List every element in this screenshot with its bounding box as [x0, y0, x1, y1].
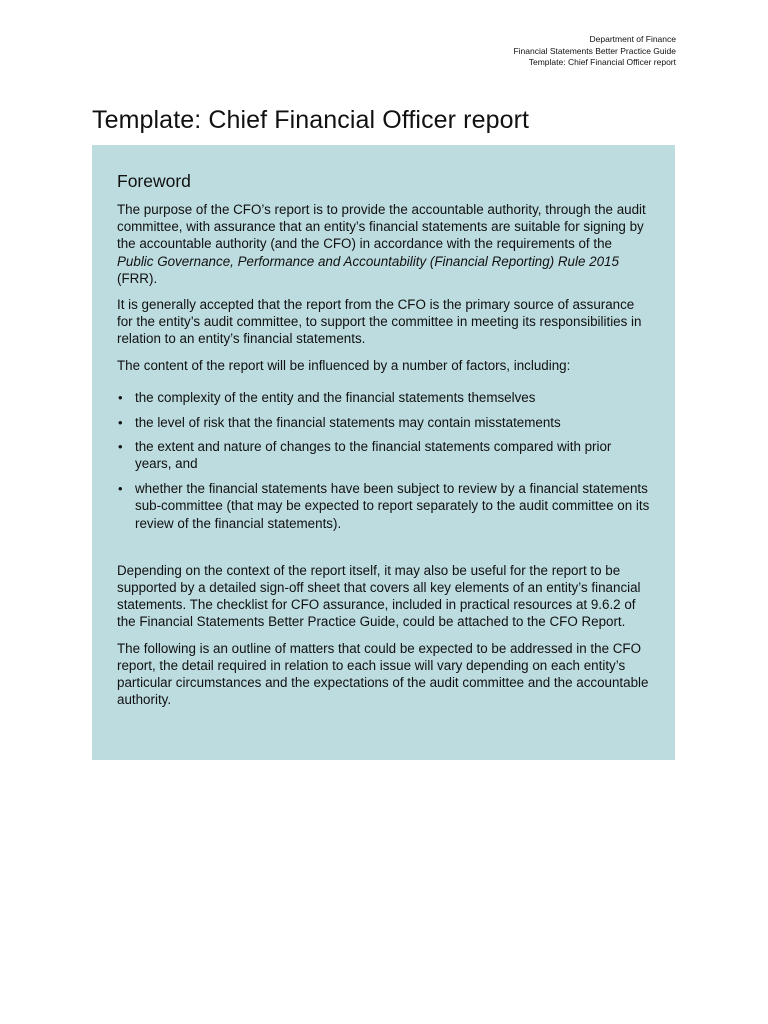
foreword-paragraph-factors-intro: The content of the report will be influenced by a number of factors, including: — [117, 357, 571, 373]
list-item-text: the level of risk that the financial statements may contain misstatements — [135, 414, 561, 430]
list-item-text: the extent and nature of changes to the financial statements compared with prior years, and — [135, 439, 612, 472]
foreword-paragraph-sign-off: Depending on the context of the report itself, it may also be useful for the report to be supported by a detailed sign-off sheet that covers all key elements of an entity’s financial statements. The checklist for CFO assurance, included in practical resources at 9.6.2 of the Financial Statements Better Practice Guide, could be attached to the CFO Report. — [117, 562, 641, 630]
header-guide-title: Financial Statements Better Practice Guide — [513, 45, 676, 56]
list-item — [117, 438, 650, 472]
purpose-text-end: (FRR). — [117, 270, 158, 286]
bullet-icon: • — [118, 439, 123, 455]
list-item-text: the complexity of the entity and the financial statements themselves — [135, 389, 536, 405]
list-item-text: whether the financial statements have been subject to review by a financial statements sub-committee (that may be expected to report separately to the audit committee on its review of the financial statements). — [135, 481, 650, 531]
foreword-box — [92, 145, 675, 760]
frr-rule-title: Public Governance, Performance and Accountability (Financial Reporting) Rule 2015 — [117, 253, 619, 269]
foreword-paragraph-purpose — [117, 201, 650, 287]
header-department: Department of Finance — [589, 34, 676, 44]
header-section-title: Template: Chief Financial Officer report — [528, 57, 676, 67]
list-item — [117, 389, 650, 406]
running-header — [276, 34, 676, 69]
list-item — [117, 480, 650, 532]
foreword-paragraph-assurance: It is generally accepted that the report from the CFO is the primary source of assurance for the entity’s audit committee, to support the committee in meeting its responsibilities in relation to an entity’s financial statements. — [117, 297, 642, 347]
purpose-text-start: The purpose of the CFO’s report is to provide the accountable authority, through the audit committee, with assurance that an entity’s financial statements are suitable for signing by the accountable authority (and the CFO) in accordance with the requirements of the — [117, 202, 646, 252]
bullet-icon: • — [118, 389, 123, 405]
factors-list — [117, 389, 650, 532]
bullet-icon: • — [118, 414, 123, 430]
list-item — [117, 414, 650, 431]
page-title: Template: Chief Financial Officer report — [92, 106, 530, 134]
foreword-heading: Foreword — [117, 171, 191, 191]
foreword-paragraph-outline: The following is an outline of matters that could be expected to be addressed in the CFO report, the detail required in relation to each issue will vary depending on each entity’s particular circumstances and the expectations of the audit committee and the accountable authority. — [117, 640, 649, 708]
bullet-icon: • — [118, 481, 123, 497]
